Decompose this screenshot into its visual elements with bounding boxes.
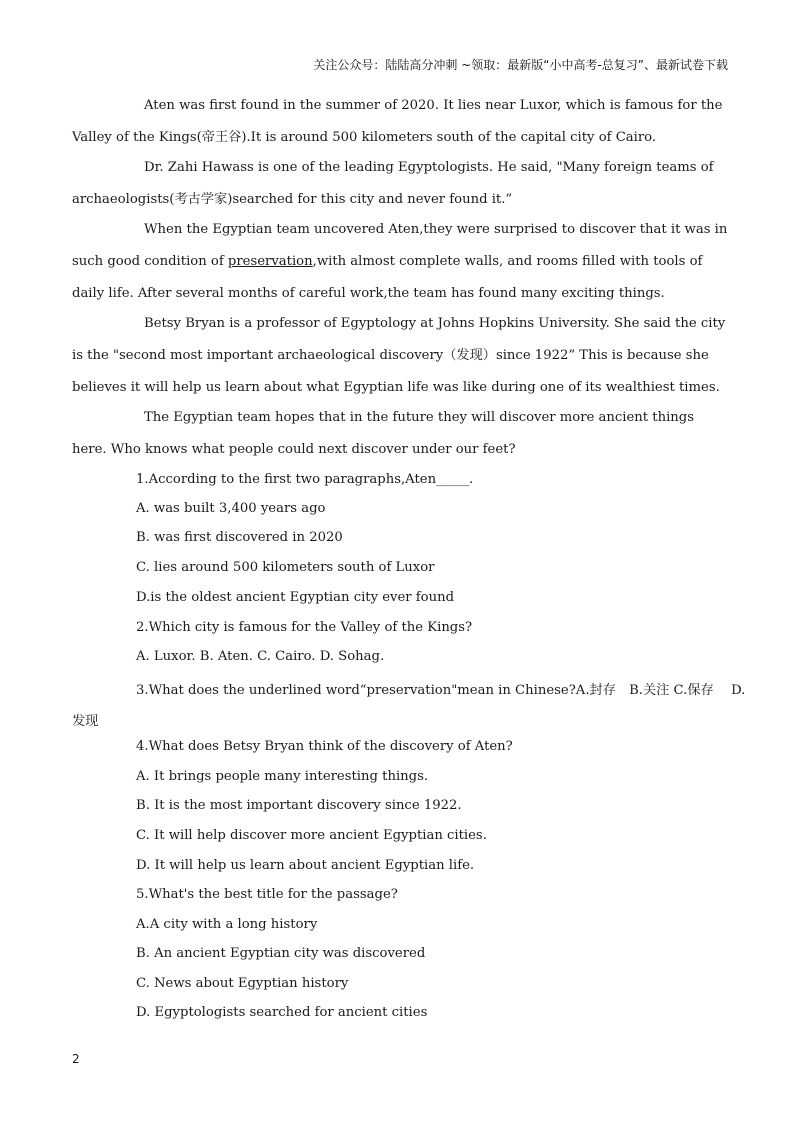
q1-option-d: D.is the oldest ancient Egyptian city ever found [136, 590, 455, 605]
q4-option-a: A. It brings people many interesting things. [136, 769, 429, 784]
q4-option-d: D. It will help us learn about ancient Egyptian life. [136, 858, 475, 873]
paragraph-1: Aten was first found in the summer of 2020. It lies near Luxor, which is famous for the Valley of the Kings(帝王谷).It is around 500 kilometers south of the capital city of Cairo. [72, 98, 723, 145]
q1-option-b: B. was first discovered in 2020 [136, 530, 343, 545]
question-4: 4.What does Betsy Bryan think of the discovery of Aten? [136, 739, 513, 754]
page-header: 关注公众号：陆陆高分冲刺 ~领取：最新版“小中高考-总复习”、最新试卷下载 [313, 58, 728, 72]
page-number: 2 [72, 1052, 80, 1066]
q5-option-a: A.A city with a long history [136, 917, 318, 932]
question-2: 2.Which city is famous for the Valley of the Kings? [136, 620, 473, 635]
question-3: 3.What does the underlined word“preservation"mean in Chinese?A.封存 B.关注 C.保存 D. [136, 683, 746, 698]
q4-option-b: B. It is the most important discovery since 1922. [136, 798, 462, 813]
q5-option-c: C. News about Egyptian history [136, 976, 349, 991]
q5-option-b: B. An ancient Egyptian city was discovered [136, 946, 426, 961]
underlined-word: preservation [227, 254, 313, 269]
question-5: 5.What's the best title for the passage? [136, 887, 398, 902]
paragraph-5: The Egyptian team hopes that in the future they will discover more ancient things here. Who knows what people could next discover under our feet? [72, 410, 694, 457]
q4-option-c: C. It will help discover more ancient Egyptian cities. [136, 828, 487, 843]
q5-option-d: D. Egyptologists searched for ancient cities [136, 1005, 428, 1020]
q1-option-c: C. lies around 500 kilometers south of Luxor [136, 560, 435, 575]
paragraph-3: When the Egyptian team uncovered Aten,they were surprised to discover that it was in such good condition of preservation,with almost complete walls, and rooms filled with tools of daily life. After several months of careful work,the team has found many exciting things. [72, 222, 728, 301]
paragraph-4: Betsy Bryan is a professor of Egyptology at Johns Hopkins University. She said the city is the "second most important archaeological discovery（发现）since 1922” This is because she believes it will help us learn about what Egyptian life was like during one of its wealthiest times. [72, 316, 726, 395]
paragraph-2: Dr. Zahi Hawass is one of the leading Egyptologists. He said, "Many foreign teams of archaeologists(考古学家)searched for this city and never found it.” [72, 160, 714, 207]
question-3-continued: 发现 [72, 714, 99, 729]
q1-option-a: A. was built 3,400 years ago [136, 501, 326, 516]
question-1: 1.According to the first two paragraphs,Aten_____. [136, 472, 474, 487]
q2-options: A. Luxor. B. Aten. C. Cairo. D. Sohag. [136, 649, 385, 664]
